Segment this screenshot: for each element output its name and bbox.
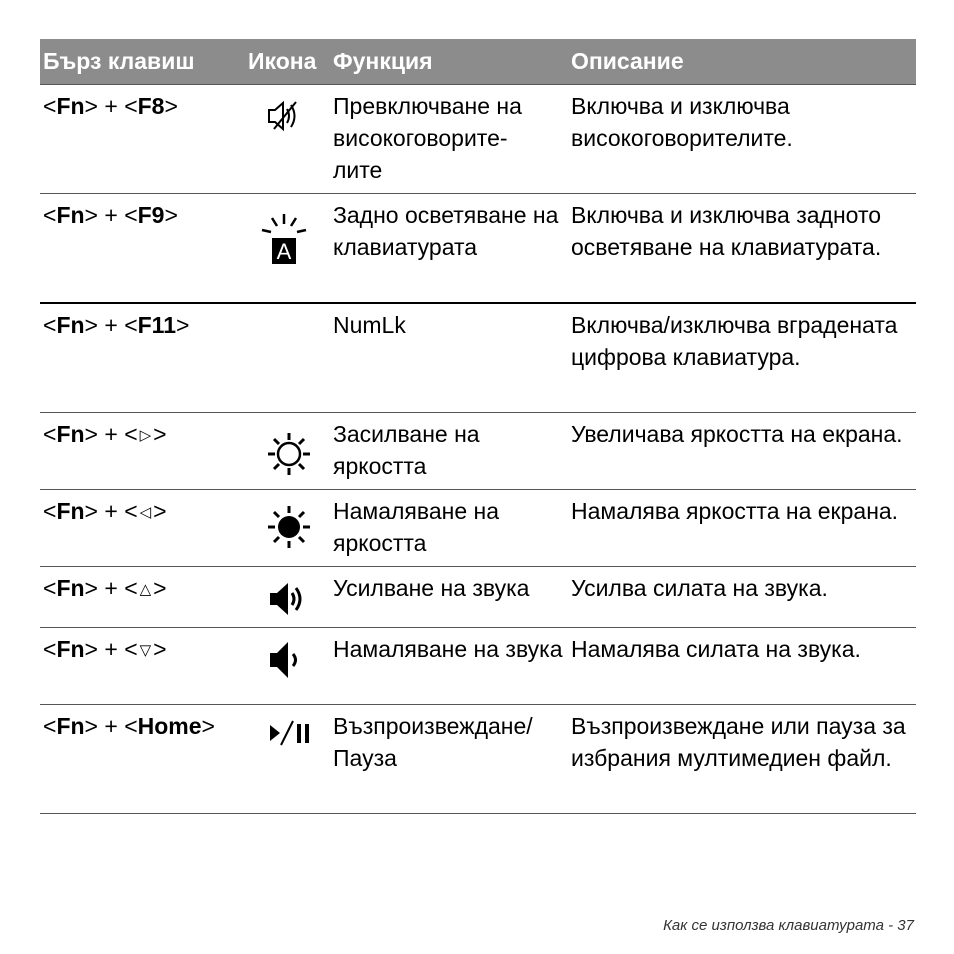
keyboard-backlight-icon: [260, 212, 308, 268]
speaker-mute-icon: [266, 99, 302, 133]
table-row: [40, 194, 916, 304]
description-cell: Намалява яркостта на екрана.: [571, 498, 899, 524]
hotkey-cell: <Fn> + <F11>: [43, 312, 190, 338]
function-cell: Намаляване на звука: [333, 636, 563, 662]
svg-text:A: A: [276, 239, 292, 264]
table-row: [40, 413, 916, 490]
table-header: [40, 39, 916, 85]
description-cell: Възпроизвеждане или пауза за избрания мултимедиен файл.: [571, 713, 906, 771]
icon-cell: [248, 567, 333, 627]
icon-cell: [248, 85, 333, 193]
function-cell: NumLk: [333, 312, 406, 338]
function-cell: Възпроизвеждане/ Пауза: [333, 713, 533, 771]
shortcut-table: [40, 39, 916, 814]
function-cell: Засилване на яркостта: [333, 421, 480, 479]
header-hotkey: Бърз клавиш: [43, 48, 195, 74]
brightness-down-icon: [266, 504, 312, 550]
hotkey-cell: <Fn> + < ▽>: [40, 628, 248, 704]
function-cell: Усилване на звука: [333, 575, 530, 601]
volume-down-icon: [268, 640, 308, 680]
table-row: [40, 567, 916, 628]
volume-up-icon: [268, 581, 308, 617]
hotkey-cell: <Fn> + <Home>: [43, 713, 215, 739]
play-pause-icon: [268, 719, 312, 747]
up-arrow-icon: △: [139, 581, 152, 598]
table-row: [40, 304, 916, 413]
down-arrow-icon: ▽: [139, 642, 152, 659]
function-cell: Задно осветяване на клавиатурата: [333, 202, 559, 260]
table-row: [40, 85, 916, 194]
icon-cell: [248, 628, 333, 704]
icon-cell: [248, 304, 333, 412]
right-arrow-icon: ▷: [139, 427, 152, 444]
function-cell: Намаляване на яркостта: [333, 498, 500, 556]
icon-cell: [248, 490, 333, 566]
header-icon: Икона: [248, 48, 317, 74]
icon-cell: [248, 194, 333, 302]
description-cell: Включва/изключва вградената цифрова клавиатура.: [571, 312, 898, 370]
header-function: Функция: [333, 48, 433, 74]
hotkey-cell: <Fn> + <F9>: [43, 202, 178, 228]
hotkey-cell: <Fn> + < ◁>: [40, 490, 248, 566]
description-cell: Увеличава яркостта на екрана.: [571, 421, 903, 447]
icon-cell: [248, 705, 333, 813]
description-cell: Усилва силата на звука.: [571, 575, 828, 601]
function-cell: Превключване на високоговорите- лите: [333, 93, 522, 183]
hotkey-cell: <Fn> + <F8>: [43, 93, 178, 119]
hotkey-cell: <Fn> + < ▷>: [40, 413, 248, 489]
description-cell: Включва и изключва задното осветяване на клавиатурата.: [571, 202, 882, 260]
table-row: [40, 705, 916, 814]
table-row: [40, 490, 916, 567]
description-cell: Намалява силата на звука.: [571, 636, 861, 662]
description-cell: Включва и изключва високоговорителите.: [571, 93, 793, 151]
left-arrow-icon: ◁: [139, 504, 152, 521]
page-footer: Как се използва клавиатурата - 37: [663, 917, 914, 934]
brightness-up-icon: [266, 431, 312, 477]
header-description: Описание: [571, 48, 684, 74]
icon-cell: [248, 413, 333, 489]
hotkey-cell: <Fn> + < △>: [40, 567, 248, 627]
table-row: [40, 628, 916, 705]
